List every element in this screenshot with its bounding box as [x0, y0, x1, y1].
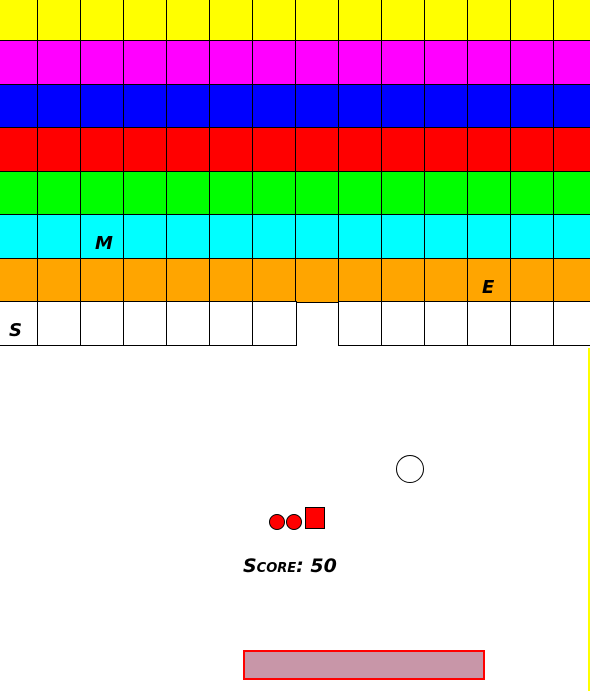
brick [295, 0, 340, 42]
brick [424, 301, 469, 346]
brick [381, 40, 426, 85]
brick [252, 0, 297, 42]
brick [252, 301, 297, 346]
brick [209, 84, 254, 129]
brick [381, 171, 426, 216]
brick [467, 0, 512, 42]
brick [295, 171, 340, 216]
brick [0, 214, 39, 259]
brick [123, 171, 168, 216]
brick [424, 171, 469, 216]
brick [424, 127, 469, 172]
brick [166, 40, 211, 85]
brick [338, 84, 383, 129]
brick [338, 258, 383, 303]
brick [252, 214, 297, 259]
brick [553, 127, 590, 172]
brick [338, 127, 383, 172]
brick [0, 0, 39, 42]
brick [37, 84, 82, 129]
brick [510, 84, 555, 129]
life-paddle-icon [305, 507, 325, 529]
ball [396, 455, 424, 483]
brick [80, 84, 125, 129]
brick [209, 0, 254, 42]
brick [553, 40, 590, 85]
brick [467, 214, 512, 259]
power-up-letter: M [95, 233, 114, 254]
brick [80, 301, 125, 346]
brick [553, 171, 590, 216]
brick [510, 127, 555, 172]
life-ball-icon [286, 514, 302, 530]
brick [424, 0, 469, 42]
power-up-letter: E [482, 276, 495, 298]
brick [0, 127, 39, 172]
brick [553, 214, 590, 259]
brick [553, 258, 590, 303]
brick [123, 258, 168, 303]
brick [381, 258, 426, 303]
brick [80, 214, 125, 259]
brick [123, 0, 168, 42]
brick [37, 214, 82, 259]
brick [467, 258, 512, 303]
brick [0, 171, 39, 216]
brick [0, 301, 39, 346]
brick [209, 127, 254, 172]
brick [252, 258, 297, 303]
power-up-letter: S [9, 320, 23, 341]
brick [553, 301, 590, 346]
brick [166, 258, 211, 303]
brick [209, 40, 254, 85]
brick [0, 40, 39, 85]
brick [510, 258, 555, 303]
brick [467, 127, 512, 172]
paddle[interactable] [243, 650, 485, 680]
brick [166, 301, 211, 346]
brick [166, 214, 211, 259]
brick [252, 127, 297, 172]
brick [80, 0, 125, 42]
brick [37, 0, 82, 42]
brick [424, 40, 469, 85]
brick [209, 214, 254, 259]
brick [80, 40, 125, 85]
brick [166, 171, 211, 216]
brick [252, 171, 297, 216]
brick [166, 84, 211, 129]
brick [553, 0, 590, 42]
brick [37, 40, 82, 85]
brick [295, 40, 340, 85]
brick [510, 171, 555, 216]
brick [80, 127, 125, 172]
brick [295, 84, 340, 129]
brick [252, 40, 297, 85]
brick [209, 301, 254, 346]
brick [37, 127, 82, 172]
brick [338, 171, 383, 216]
brick [381, 214, 426, 259]
brick [510, 301, 555, 346]
brick [37, 258, 82, 303]
brick [252, 84, 297, 129]
life-ball-icon [269, 514, 285, 530]
brick [295, 214, 340, 259]
brick [123, 214, 168, 259]
brick [0, 84, 39, 129]
brick [123, 301, 168, 346]
brick [381, 301, 426, 346]
brick [510, 0, 555, 42]
brick [166, 127, 211, 172]
brick [80, 258, 125, 303]
brick [123, 84, 168, 129]
brick [295, 258, 340, 303]
brick [37, 171, 82, 216]
brick [510, 40, 555, 85]
brick [37, 301, 82, 346]
score-display: Score: 50 [243, 555, 337, 577]
brick [467, 301, 512, 346]
brick [424, 214, 469, 259]
brick [381, 127, 426, 172]
brick [80, 171, 125, 216]
brick [0, 258, 39, 303]
brick [467, 40, 512, 85]
brick [424, 258, 469, 303]
brick [553, 84, 590, 129]
brick [424, 84, 469, 129]
brick [209, 171, 254, 216]
brick [338, 40, 383, 85]
brick [338, 214, 383, 259]
brick [166, 0, 211, 42]
brick [295, 127, 340, 172]
brick [381, 0, 426, 42]
brick [467, 84, 512, 129]
brick [338, 0, 383, 42]
brick [467, 171, 512, 216]
brick [381, 84, 426, 129]
brick [123, 40, 168, 85]
brick [123, 127, 168, 172]
brick [209, 258, 254, 303]
brick [338, 301, 383, 346]
brick [510, 214, 555, 259]
